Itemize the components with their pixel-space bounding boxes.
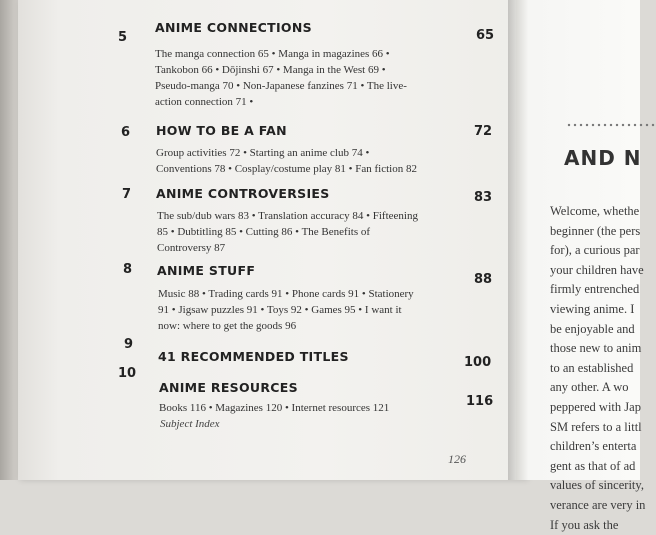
chapter-title: ANIME CONNECTIONS xyxy=(155,20,312,35)
entry-line: Music 88 • Trading cards 91 • Phone cards 91 • Stationery xyxy=(158,286,414,302)
chapter-number: 7 xyxy=(122,187,131,202)
entry-line: Books 116 • Magazines 120 • Internet resources 121 xyxy=(159,400,389,416)
body-line: gent as that of ad xyxy=(550,457,645,477)
entry-line: action connection 71 • xyxy=(155,94,407,110)
section-heading: AND N xyxy=(564,146,642,170)
chapter-page: 83 xyxy=(474,190,492,205)
body-line: to an established xyxy=(550,359,645,379)
entry-line: 91 • Jigsaw puzzles 91 • Toys 92 • Games 95 • I want it xyxy=(158,302,414,318)
dotted-rule xyxy=(566,123,656,127)
body-line: be enjoyable and xyxy=(550,320,645,340)
chapter-page: 72 xyxy=(474,124,492,139)
chapter-page: 88 xyxy=(474,272,492,287)
entry-line: The sub/dub wars 83 • Translation accuracy 84 • Fifteening xyxy=(157,208,418,224)
chapter-page: 116 xyxy=(466,394,493,409)
entry-line: Pseudo-manga 70 • Non-Japanese fanzines 71 • The live- xyxy=(155,78,407,94)
entry-line: Tankobon 66 • Dōjinshi 67 • Manga in the West 69 • xyxy=(155,62,407,78)
body-line: peppered with Jap xyxy=(550,398,645,418)
chapter-entries xyxy=(156,145,417,177)
body-line: for), a curious par xyxy=(550,241,645,261)
chapter-title: ANIME RESOURCES xyxy=(159,380,298,395)
chapter-entries xyxy=(159,400,389,416)
subject-index-label: Subject Index xyxy=(160,418,220,430)
chapter-number: 10 xyxy=(118,366,136,381)
chapter-number: 8 xyxy=(123,262,132,277)
chapter-number: 6 xyxy=(121,125,130,140)
chapter-number: 9 xyxy=(124,337,133,352)
subject-index-page: 126 xyxy=(448,452,466,467)
body-line: your children have xyxy=(550,261,645,281)
entry-line: now: where to get the goods 96 xyxy=(158,318,414,334)
body-line: If you ask the xyxy=(550,516,645,535)
chapter-title: HOW TO BE A FAN xyxy=(156,123,287,138)
body-line: firmly entrenched xyxy=(550,280,645,300)
entry-line: The manga connection 65 • Manga in magazines 66 • xyxy=(155,46,407,62)
entry-line: Conventions 78 • Cosplay/costume play 81 • Fan fiction 82 xyxy=(156,161,417,177)
body-line: any other. A wo xyxy=(550,378,645,398)
chapter-page: 65 xyxy=(476,28,494,43)
entry-line: Group activities 72 • Starting an anime club 74 • xyxy=(156,145,417,161)
entry-line: 85 • Dubtitling 85 • Cutting 86 • The Benefits of xyxy=(157,224,418,240)
left-page xyxy=(18,0,526,480)
body-text xyxy=(550,202,645,535)
chapter-entries xyxy=(157,208,418,256)
body-line: values of sincerity, xyxy=(550,476,645,496)
body-line: Welcome, whethe xyxy=(550,202,645,222)
chapter-entries xyxy=(155,46,407,110)
chapter-page: 100 xyxy=(464,355,491,370)
body-line: viewing anime. I xyxy=(550,300,645,320)
body-line: verance are very in xyxy=(550,496,645,516)
body-line: those new to anim xyxy=(550,339,645,359)
chapter-title: 41 RECOMMENDED TITLES xyxy=(158,349,349,364)
chapter-title: ANIME CONTROVERSIES xyxy=(156,186,330,201)
body-line: children’s enterta xyxy=(550,437,645,457)
chapter-entries xyxy=(158,286,414,334)
right-page xyxy=(516,0,640,480)
chapter-number: 5 xyxy=(118,30,127,45)
body-line: SM refers to a littl xyxy=(550,418,645,438)
chapter-title: ANIME STUFF xyxy=(157,263,255,278)
entry-line: Controversy 87 xyxy=(157,240,418,256)
body-line: beginner (the pers xyxy=(550,222,645,242)
